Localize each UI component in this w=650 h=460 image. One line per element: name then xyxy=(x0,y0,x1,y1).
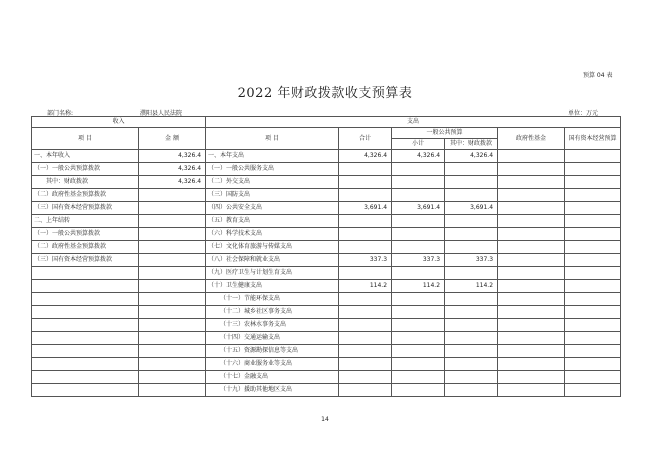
income-item-cell: （三）国有资本经营预算拨款 xyxy=(32,202,139,215)
income-item-cell xyxy=(32,293,139,306)
fiscal-cell xyxy=(445,371,498,384)
state-capital-cell xyxy=(565,215,621,228)
income-amount-cell xyxy=(139,228,206,241)
expense-item-cell: （八）社会保障和就业支出 xyxy=(206,254,339,267)
gov-fund-cell xyxy=(498,332,565,345)
income-amount-cell xyxy=(139,267,206,280)
income-amount-cell: 4,326.4 xyxy=(139,176,206,189)
income-item-cell: （一）一般公共预算拨款 xyxy=(32,228,139,241)
subtotal-cell xyxy=(392,358,445,371)
expense-item-cell: （一）一般公共服务支出 xyxy=(206,163,339,176)
gov-fund-cell xyxy=(498,358,565,371)
fiscal-cell xyxy=(445,384,498,397)
gov-fund-cell xyxy=(498,150,565,163)
state-capital-cell xyxy=(565,332,621,345)
gov-fund-header: 政府性基金 xyxy=(498,128,565,150)
state-capital-cell xyxy=(565,358,621,371)
expense-item-cell: （六）科学技术支出 xyxy=(206,228,339,241)
income-amount-cell xyxy=(139,319,206,332)
expense-item-cell: （十六）商业服务业等支出 xyxy=(206,358,339,371)
income-item-cell: （一）一般公共预算拨款 xyxy=(32,163,139,176)
gov-fund-cell xyxy=(498,215,565,228)
subtotal-cell: 114.2 xyxy=(392,280,445,293)
gov-fund-cell xyxy=(498,202,565,215)
table-row xyxy=(32,202,621,215)
subtotal-cell xyxy=(392,176,445,189)
state-capital-cell xyxy=(565,163,621,176)
expense-item-header: 项 目 xyxy=(206,128,339,150)
subtotal-cell xyxy=(392,384,445,397)
fiscal-cell xyxy=(445,306,498,319)
department-label: 部门名称: xyxy=(47,110,74,117)
subtotal-cell: 3,691.4 xyxy=(392,202,445,215)
income-item-header: 项 目 xyxy=(32,128,139,150)
subtotal-cell xyxy=(392,163,445,176)
gov-fund-cell xyxy=(498,306,565,319)
gov-fund-cell xyxy=(498,345,565,358)
total-cell: 3,691.4 xyxy=(339,202,392,215)
fiscal-cell xyxy=(445,228,498,241)
income-item-cell: 二、上年结转 xyxy=(32,215,139,228)
general-budget-header: 一般公共预算 xyxy=(392,128,498,139)
gov-fund-cell xyxy=(498,319,565,332)
expense-item-cell: （十三）农林水事务支出 xyxy=(206,319,339,332)
fiscal-cell xyxy=(445,345,498,358)
subtotal-cell: 337.3 xyxy=(392,254,445,267)
form-number: 预算 04 表 xyxy=(583,72,613,79)
expense-item-cell: （十四）交通运输支出 xyxy=(206,332,339,345)
total-cell xyxy=(339,306,392,319)
subtotal-cell xyxy=(392,332,445,345)
table-row xyxy=(32,358,621,371)
state-capital-cell xyxy=(565,254,621,267)
fiscal-cell xyxy=(445,241,498,254)
table-row xyxy=(32,319,621,332)
budget-table xyxy=(31,116,621,397)
income-amount-cell xyxy=(139,345,206,358)
income-item-cell xyxy=(32,371,139,384)
income-amount-cell xyxy=(139,358,206,371)
expense-item-cell: （九）医疗卫生与计划生育支出 xyxy=(206,267,339,280)
income-item-cell: 一、本年收入 xyxy=(32,150,139,163)
state-capital-header: 国有资本经营预算 xyxy=(565,128,621,150)
subtotal-cell xyxy=(392,345,445,358)
table-row xyxy=(32,280,621,293)
expense-item-cell: （四）公共安全支出 xyxy=(206,202,339,215)
fiscal-cell xyxy=(445,293,498,306)
gov-fund-cell xyxy=(498,254,565,267)
state-capital-cell xyxy=(565,176,621,189)
total-cell xyxy=(339,358,392,371)
table-row xyxy=(32,163,621,176)
state-capital-cell xyxy=(565,293,621,306)
table-row xyxy=(32,241,621,254)
income-item-cell: 其中：财政拨款 xyxy=(32,176,139,189)
total-cell: 114.2 xyxy=(339,280,392,293)
state-capital-cell xyxy=(565,267,621,280)
table-row xyxy=(32,371,621,384)
state-capital-cell xyxy=(565,202,621,215)
fiscal-cell xyxy=(445,358,498,371)
gov-fund-cell xyxy=(498,228,565,241)
state-capital-cell xyxy=(565,384,621,397)
state-capital-cell xyxy=(565,228,621,241)
unit-label: 单位：万元 xyxy=(568,110,599,117)
fiscal-cell xyxy=(445,215,498,228)
page-number: 14 xyxy=(321,416,329,423)
income-amount-cell xyxy=(139,189,206,202)
income-amount-cell xyxy=(139,384,206,397)
table-row xyxy=(32,332,621,345)
total-cell xyxy=(339,189,392,202)
total-cell xyxy=(339,332,392,345)
income-header: 收入 xyxy=(32,117,206,128)
total-cell xyxy=(339,319,392,332)
income-item-cell xyxy=(32,358,139,371)
total-cell xyxy=(339,384,392,397)
income-amount-cell xyxy=(139,332,206,345)
income-amount-cell xyxy=(139,306,206,319)
total-cell xyxy=(339,228,392,241)
fiscal-cell xyxy=(445,163,498,176)
income-item-cell: （二）政府性基金预算拨款 xyxy=(32,241,139,254)
subtotal-cell xyxy=(392,267,445,280)
expense-item-cell: （二）外交支出 xyxy=(206,176,339,189)
income-item-cell xyxy=(32,319,139,332)
income-amount-cell xyxy=(139,254,206,267)
gov-fund-cell xyxy=(498,241,565,254)
expense-item-cell: （七）文化体育旅游与传媒支出 xyxy=(206,241,339,254)
state-capital-cell xyxy=(565,189,621,202)
page-title: 2022 年财政拨款收支预算表 xyxy=(237,86,413,101)
fiscal-cell xyxy=(445,267,498,280)
state-capital-cell xyxy=(565,371,621,384)
income-amount-cell xyxy=(139,215,206,228)
income-amount-header: 金 额 xyxy=(139,128,206,150)
total-cell xyxy=(339,163,392,176)
state-capital-cell xyxy=(565,150,621,163)
total-cell xyxy=(339,176,392,189)
table-row xyxy=(32,293,621,306)
total-cell xyxy=(339,293,392,306)
income-item-cell xyxy=(32,306,139,319)
subtotal-cell xyxy=(392,241,445,254)
expense-item-cell: （十二）城乡社区事务支出 xyxy=(206,306,339,319)
income-item-cell xyxy=(32,267,139,280)
income-item-cell xyxy=(32,280,139,293)
fiscal-cell: 3,691.4 xyxy=(445,202,498,215)
income-item-cell: （二）政府性基金预算拨款 xyxy=(32,189,139,202)
table-row xyxy=(32,215,621,228)
table-row xyxy=(32,267,621,280)
fiscal-cell xyxy=(445,189,498,202)
gov-fund-cell xyxy=(498,293,565,306)
income-amount-cell xyxy=(139,241,206,254)
income-item-cell xyxy=(32,345,139,358)
fiscal-cell xyxy=(445,176,498,189)
table-row xyxy=(32,384,621,397)
subtotal-cell xyxy=(392,371,445,384)
expense-item-cell: （十一）节能环保支出 xyxy=(206,293,339,306)
state-capital-cell xyxy=(565,280,621,293)
total-cell xyxy=(339,267,392,280)
income-amount-cell: 4,326.4 xyxy=(139,150,206,163)
header-row-1 xyxy=(32,117,621,128)
expense-item-cell: （十五）资源勘探信息等支出 xyxy=(206,345,339,358)
gov-fund-cell xyxy=(498,176,565,189)
gov-fund-cell xyxy=(498,163,565,176)
table-row xyxy=(32,176,621,189)
table-row xyxy=(32,254,621,267)
subtotal-header: 小计 xyxy=(392,139,445,150)
total-cell xyxy=(339,215,392,228)
subtotal-cell xyxy=(392,319,445,332)
fiscal-header: 其中：财政拨款 xyxy=(445,139,498,150)
fiscal-cell: 337.3 xyxy=(445,254,498,267)
total-cell: 337.3 xyxy=(339,254,392,267)
table-row xyxy=(32,150,621,163)
subtotal-cell xyxy=(392,189,445,202)
expense-item-cell: 一、本年支出 xyxy=(206,150,339,163)
department-name: 濮阳县人民法院 xyxy=(140,110,183,117)
subtotal-cell xyxy=(392,215,445,228)
total-cell xyxy=(339,241,392,254)
gov-fund-cell xyxy=(498,267,565,280)
income-amount-cell xyxy=(139,371,206,384)
gov-fund-cell xyxy=(498,384,565,397)
income-amount-cell: 4,326.4 xyxy=(139,163,206,176)
income-amount-cell xyxy=(139,202,206,215)
state-capital-cell xyxy=(565,345,621,358)
fiscal-cell: 4,326.4 xyxy=(445,150,498,163)
table-row xyxy=(32,345,621,358)
subtotal-cell xyxy=(392,293,445,306)
fiscal-cell: 114.2 xyxy=(445,280,498,293)
table-row xyxy=(32,228,621,241)
income-item-cell xyxy=(32,332,139,345)
state-capital-cell xyxy=(565,241,621,254)
table-row xyxy=(32,189,621,202)
income-amount-cell xyxy=(139,280,206,293)
expense-item-cell: （十七）金融支出 xyxy=(206,371,339,384)
expense-item-cell: （五）教育支出 xyxy=(206,215,339,228)
fiscal-cell xyxy=(445,332,498,345)
gov-fund-cell xyxy=(498,280,565,293)
gov-fund-cell xyxy=(498,189,565,202)
header-row-2 xyxy=(32,128,621,139)
subtotal-cell xyxy=(392,228,445,241)
total-cell xyxy=(339,371,392,384)
expense-item-cell: （十九）援助其他地区支出 xyxy=(206,384,339,397)
income-item-cell xyxy=(32,384,139,397)
table-row xyxy=(32,306,621,319)
expense-item-cell: （十）卫生健康支出 xyxy=(206,280,339,293)
gov-fund-cell xyxy=(498,371,565,384)
subtotal-cell: 4,326.4 xyxy=(392,150,445,163)
income-amount-cell xyxy=(139,293,206,306)
total-header: 合计 xyxy=(339,128,392,150)
subtotal-cell xyxy=(392,306,445,319)
expense-header: 支出 xyxy=(206,117,621,128)
state-capital-cell xyxy=(565,319,621,332)
income-item-cell: （三）国有资本经营预算拨款 xyxy=(32,254,139,267)
total-cell: 4,326.4 xyxy=(339,150,392,163)
expense-item-cell: （三）国防支出 xyxy=(206,189,339,202)
state-capital-cell xyxy=(565,306,621,319)
total-cell xyxy=(339,345,392,358)
fiscal-cell xyxy=(445,319,498,332)
